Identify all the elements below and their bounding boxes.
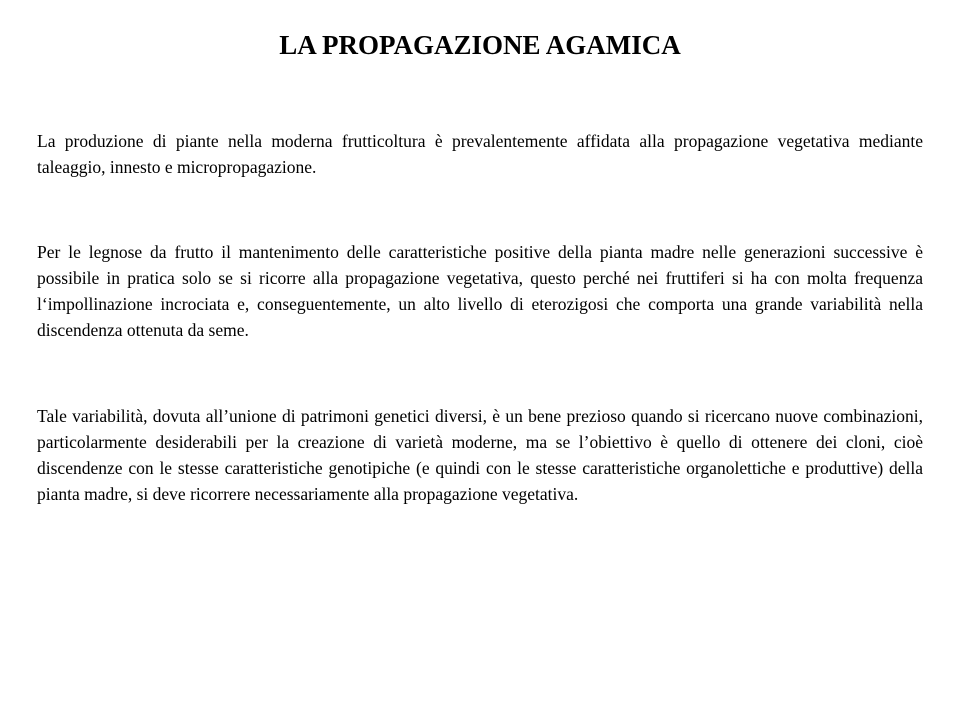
slide-title: LA PROPAGAZIONE AGAMICA [279,30,681,60]
paragraph-2: Per le legnose da frutto il mantenimento delle caratteristiche positive della pianta madre nelle generazioni successive è possibile in pratica solo se si ricorre alla propagazione vegetativa, questo perché nei fruttiferi si ha con molta frequenza l‘impollinazione incrociata e, conseguentemente, un alto livello di eterozigosi che comporta una grande variabilità nella discendenza ottenuta da seme. [37,242,923,340]
paragraph-1: La produzione di piante nella moderna frutticoltura è prevalentemente affidata alla propagazione vegetativa mediante taleaggio, innesto e micropropagazione. [37,131,923,177]
paragraph-3: Tale variabilità, dovuta all’unione di patrimoni genetici diversi, è un bene prezioso quando si ricercano nuove combinazioni, particolarmente desiderabili per la creazione di varietà moderne, ma se l’obiettivo è quello di ottenere dei cloni, cioè discendenze con le stesse caratteristiche genotipiche (e quindi con le stesse caratteristiche organolettiche e produttive) della pianta madre, si deve ricorrere necessariamente alla propagazione vegetativa. [37,406,923,504]
